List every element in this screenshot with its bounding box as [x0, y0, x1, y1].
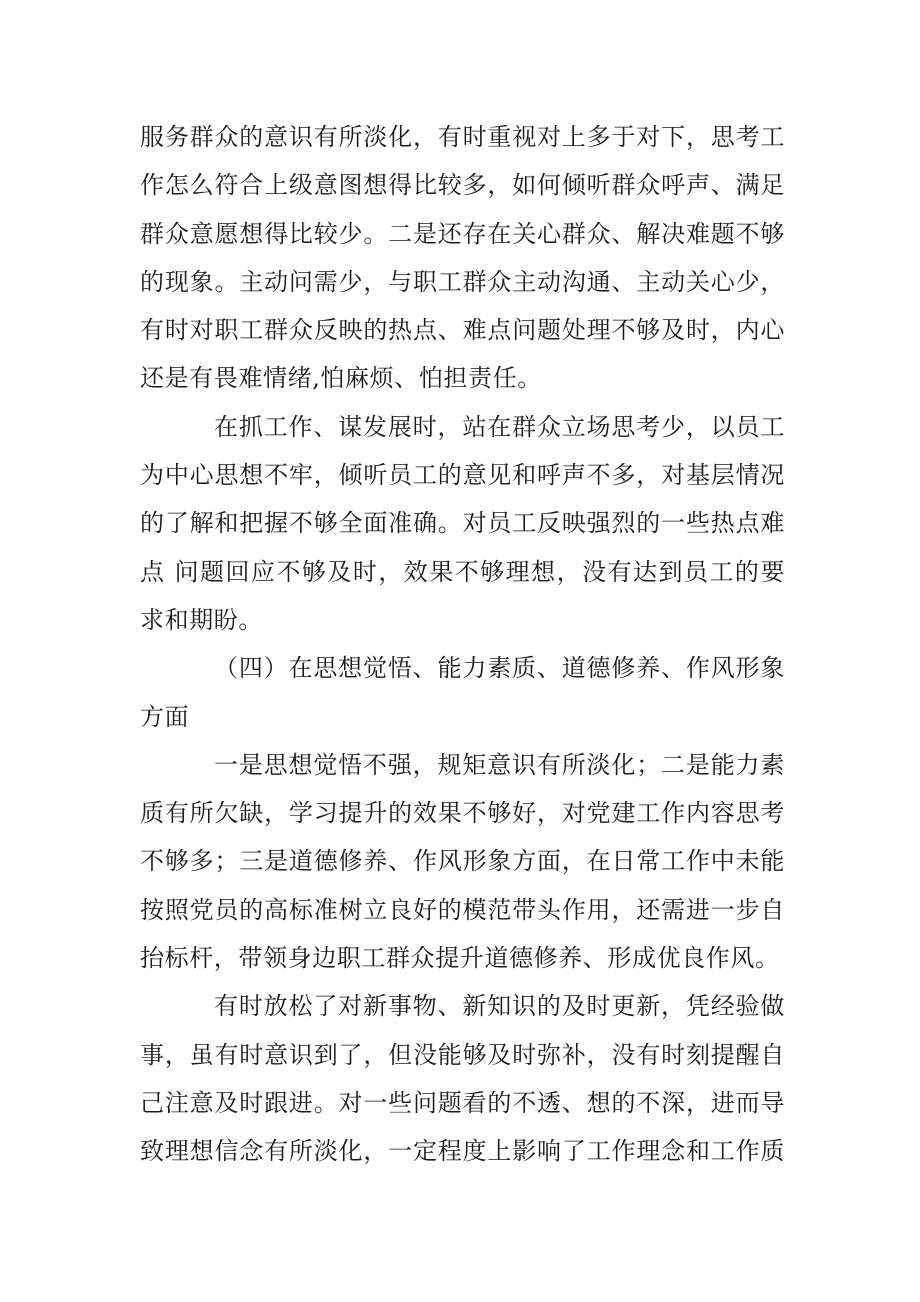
text-line: 己注意及时跟进。对一些问题看的不透、想的不深，进而导 [140, 1088, 785, 1117]
heading-line: 方面 [140, 702, 190, 731]
paragraph-2 [140, 403, 785, 644]
text-line: 不够多；三是道德修养、作风形象方面，在日常工作中未能 [140, 847, 785, 876]
text-line: 群众意愿想得比较少。二是还存在关心群众、解决难题不够 [140, 219, 785, 248]
text-line: 为中心思想不牢，倾听员工的意见和呼声不多，对基层情况 [140, 461, 785, 490]
paragraph-1 [140, 113, 785, 403]
text-line: 质有所欠缺，学习提升的效果不够好，对党建工作内容思考 [140, 799, 785, 828]
heading-line: （四）在思想觉悟、能力素质、道德修养、作风形象 [214, 654, 785, 683]
text-line: 的现象。主动问需少，与职工群众主动沟通、主动关心少， [140, 267, 785, 296]
text-line: 点 问题回应不够及时，效果不够理想，没有达到员工的要 [140, 557, 785, 586]
paragraph-3 [140, 741, 785, 982]
text-line: 事，虽有时意识到了，但没能够及时弥补，没有时刻提醒自 [140, 1040, 785, 1069]
text-line: 抬标杆，带领身边职工群众提升道德修养、形成优良作风。 [140, 944, 780, 973]
text-line: 的了解和把握不够全面准确。对员工反映强烈的一些热点难 [140, 509, 785, 538]
text-line: 还是有畏难情绪,怕麻烦、怕担责任。 [140, 364, 542, 393]
text-line: 在抓工作、谋发展时，站在群众立场思考少，以员工 [214, 412, 785, 441]
text-line: 按照党员的高标准树立良好的模范带头作用，还需进一步自 [140, 895, 785, 924]
document-body [140, 113, 785, 1176]
text-line: 服务群众的意识有所淡化，有时重视对上多于对下，思考工 [140, 123, 785, 151]
section-heading [140, 644, 785, 741]
text-line: 求和期盼。 [140, 605, 263, 634]
paragraph-4 [140, 982, 785, 1175]
text-line: 一是思想觉悟不强，规矩意识有所淡化；二是能力素 [214, 750, 785, 779]
text-line: 作怎么符合上级意图想得比较多，如何倾听群众呼声、满足 [140, 171, 785, 200]
text-line: 致理想信念有所淡化，一定程度上影响了工作理念和工作质 [140, 1137, 785, 1166]
text-line: 有时对职工群众反映的热点、难点问题处理不够及时，内心 [140, 316, 785, 345]
text-line: 有时放松了对新事物、新知识的及时更新，凭经验做 [214, 992, 785, 1021]
